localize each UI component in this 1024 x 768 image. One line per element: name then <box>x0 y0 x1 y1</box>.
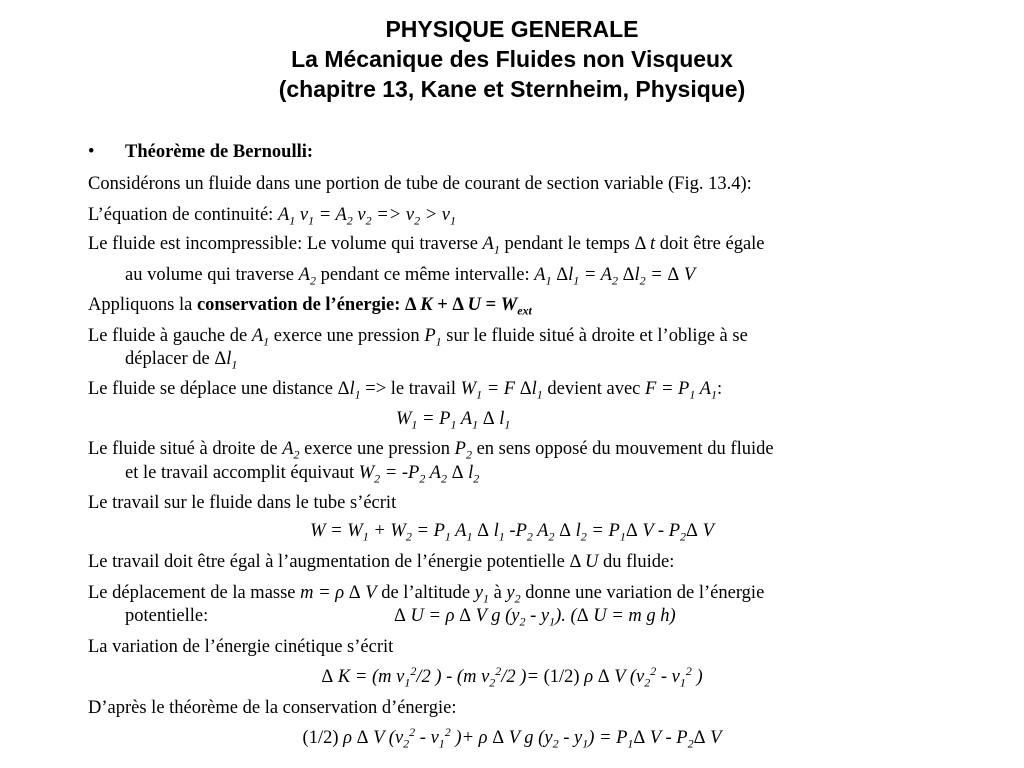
title-line-2: La Mécanique des Fluides non Visqueux <box>291 46 733 72</box>
text-line-volume: au volume qui traverse $A_2$ pendant ce même intervalle: $A_1$ $\Delta l_1 = A_2$ $\Delta l_2 = \Delta$ V <box>125 265 696 288</box>
text-line-considerons: Considérons un fluide dans une portion de tube de courant de section variable (Fig. 13.4): <box>88 174 752 194</box>
text-line-travail-equivaut: et le travail accomplit équivaut $W_2 = -P_2$ $A_2$ Δ $l_2$ <box>125 463 480 486</box>
equation-delta-k: Δ K = (m $v_1^2/2$ ) - (m $v_2^2/2$ )= (1/2) ρ Δ V ($v_2^2 - v_1^2$ ) <box>321 663 703 690</box>
text-line-deplacer: déplacer de $\Delta l_1$ <box>125 349 238 372</box>
text-line-deplacement-masse: Le déplacement de la masse m = ρ Δ V de l’altitude $y_1$ à $y_2$ donne une variation de l’énergie <box>88 583 765 606</box>
equation-w1: $W_1 = P_1$ $A_1$ Δ $l_1$ <box>396 409 511 432</box>
equation-bernoulli: (1/2) ρ Δ V ($v_2^2 - v_1^2$ )+ ρ Δ V g $(y_2 - y_1) = P_1\Delta$ V - $P_2\Delta$ V <box>302 724 722 751</box>
title-line-3: (chapitre 13, Kane et Sternheim, Physique) <box>278 76 746 102</box>
section-heading: Théorème de Bernoulli: <box>125 142 314 162</box>
text-line-gauche: Le fluide à gauche de $A_1$ exerce une pression $P_1$ sur le fluide situé à droite et l’oblige à se <box>88 326 748 349</box>
text-line-distance: Le fluide se déplace une distance $\Delta l_1$ => le travail $W_1 = F$ $\Delta l_1$ devient avec $F = P_1$ $A_1$: <box>88 379 723 402</box>
equation-delta-u: Δ U = ρ Δ V g $(y_2 - y_1)$. (Δ U = m g h) <box>394 606 676 629</box>
title-line-1: PHYSIQUE GENERALE <box>385 16 639 42</box>
bullet-icon: • <box>88 142 95 162</box>
text-line-continuite: L’équation de continuité: $A_1$ $v_1 = A_2$ $v_2 => v_2 > v_1$ <box>88 205 457 228</box>
text-line-droite: Le fluide situé à droite de $A_2$ exerce une pression $P_2$ en sens opposé du mouvement du fluide <box>88 439 774 462</box>
text-line-potentielle: potentielle: <box>125 606 209 626</box>
text-line-theoreme: D’après le théorème de la conservation d’énergie: <box>88 698 457 718</box>
slide-title <box>0 14 1024 104</box>
bullet-heading-row <box>88 141 988 163</box>
text-line-appliquons: Appliquons la conservation de l’énergie: Δ K + Δ $U = W_{ext}$ <box>88 295 532 318</box>
equation-w-total: $W = W_1 + W_2 = P_1$ $A_1$ Δ $l_1$ $-P_2$ $A_2$ Δ $l_2 = P_1\Delta$ V - $P_2\Delta$ V <box>310 521 714 544</box>
text-line-energie-cinetique: La variation de l’énergie cinétique s’écrit <box>88 637 394 657</box>
text-line-travail-tube: Le travail sur le fluide dans le tube s’écrit <box>88 493 397 513</box>
text-line-incompressible: Le fluide est incompressible: Le volume qui traverse $A_1$ pendant le temps Δ t doit être égale <box>88 234 765 257</box>
text-line-energie-potentielle: Le travail doit être égal à l’augmentation de l’énergie potentielle Δ U du fluide: <box>88 552 675 572</box>
